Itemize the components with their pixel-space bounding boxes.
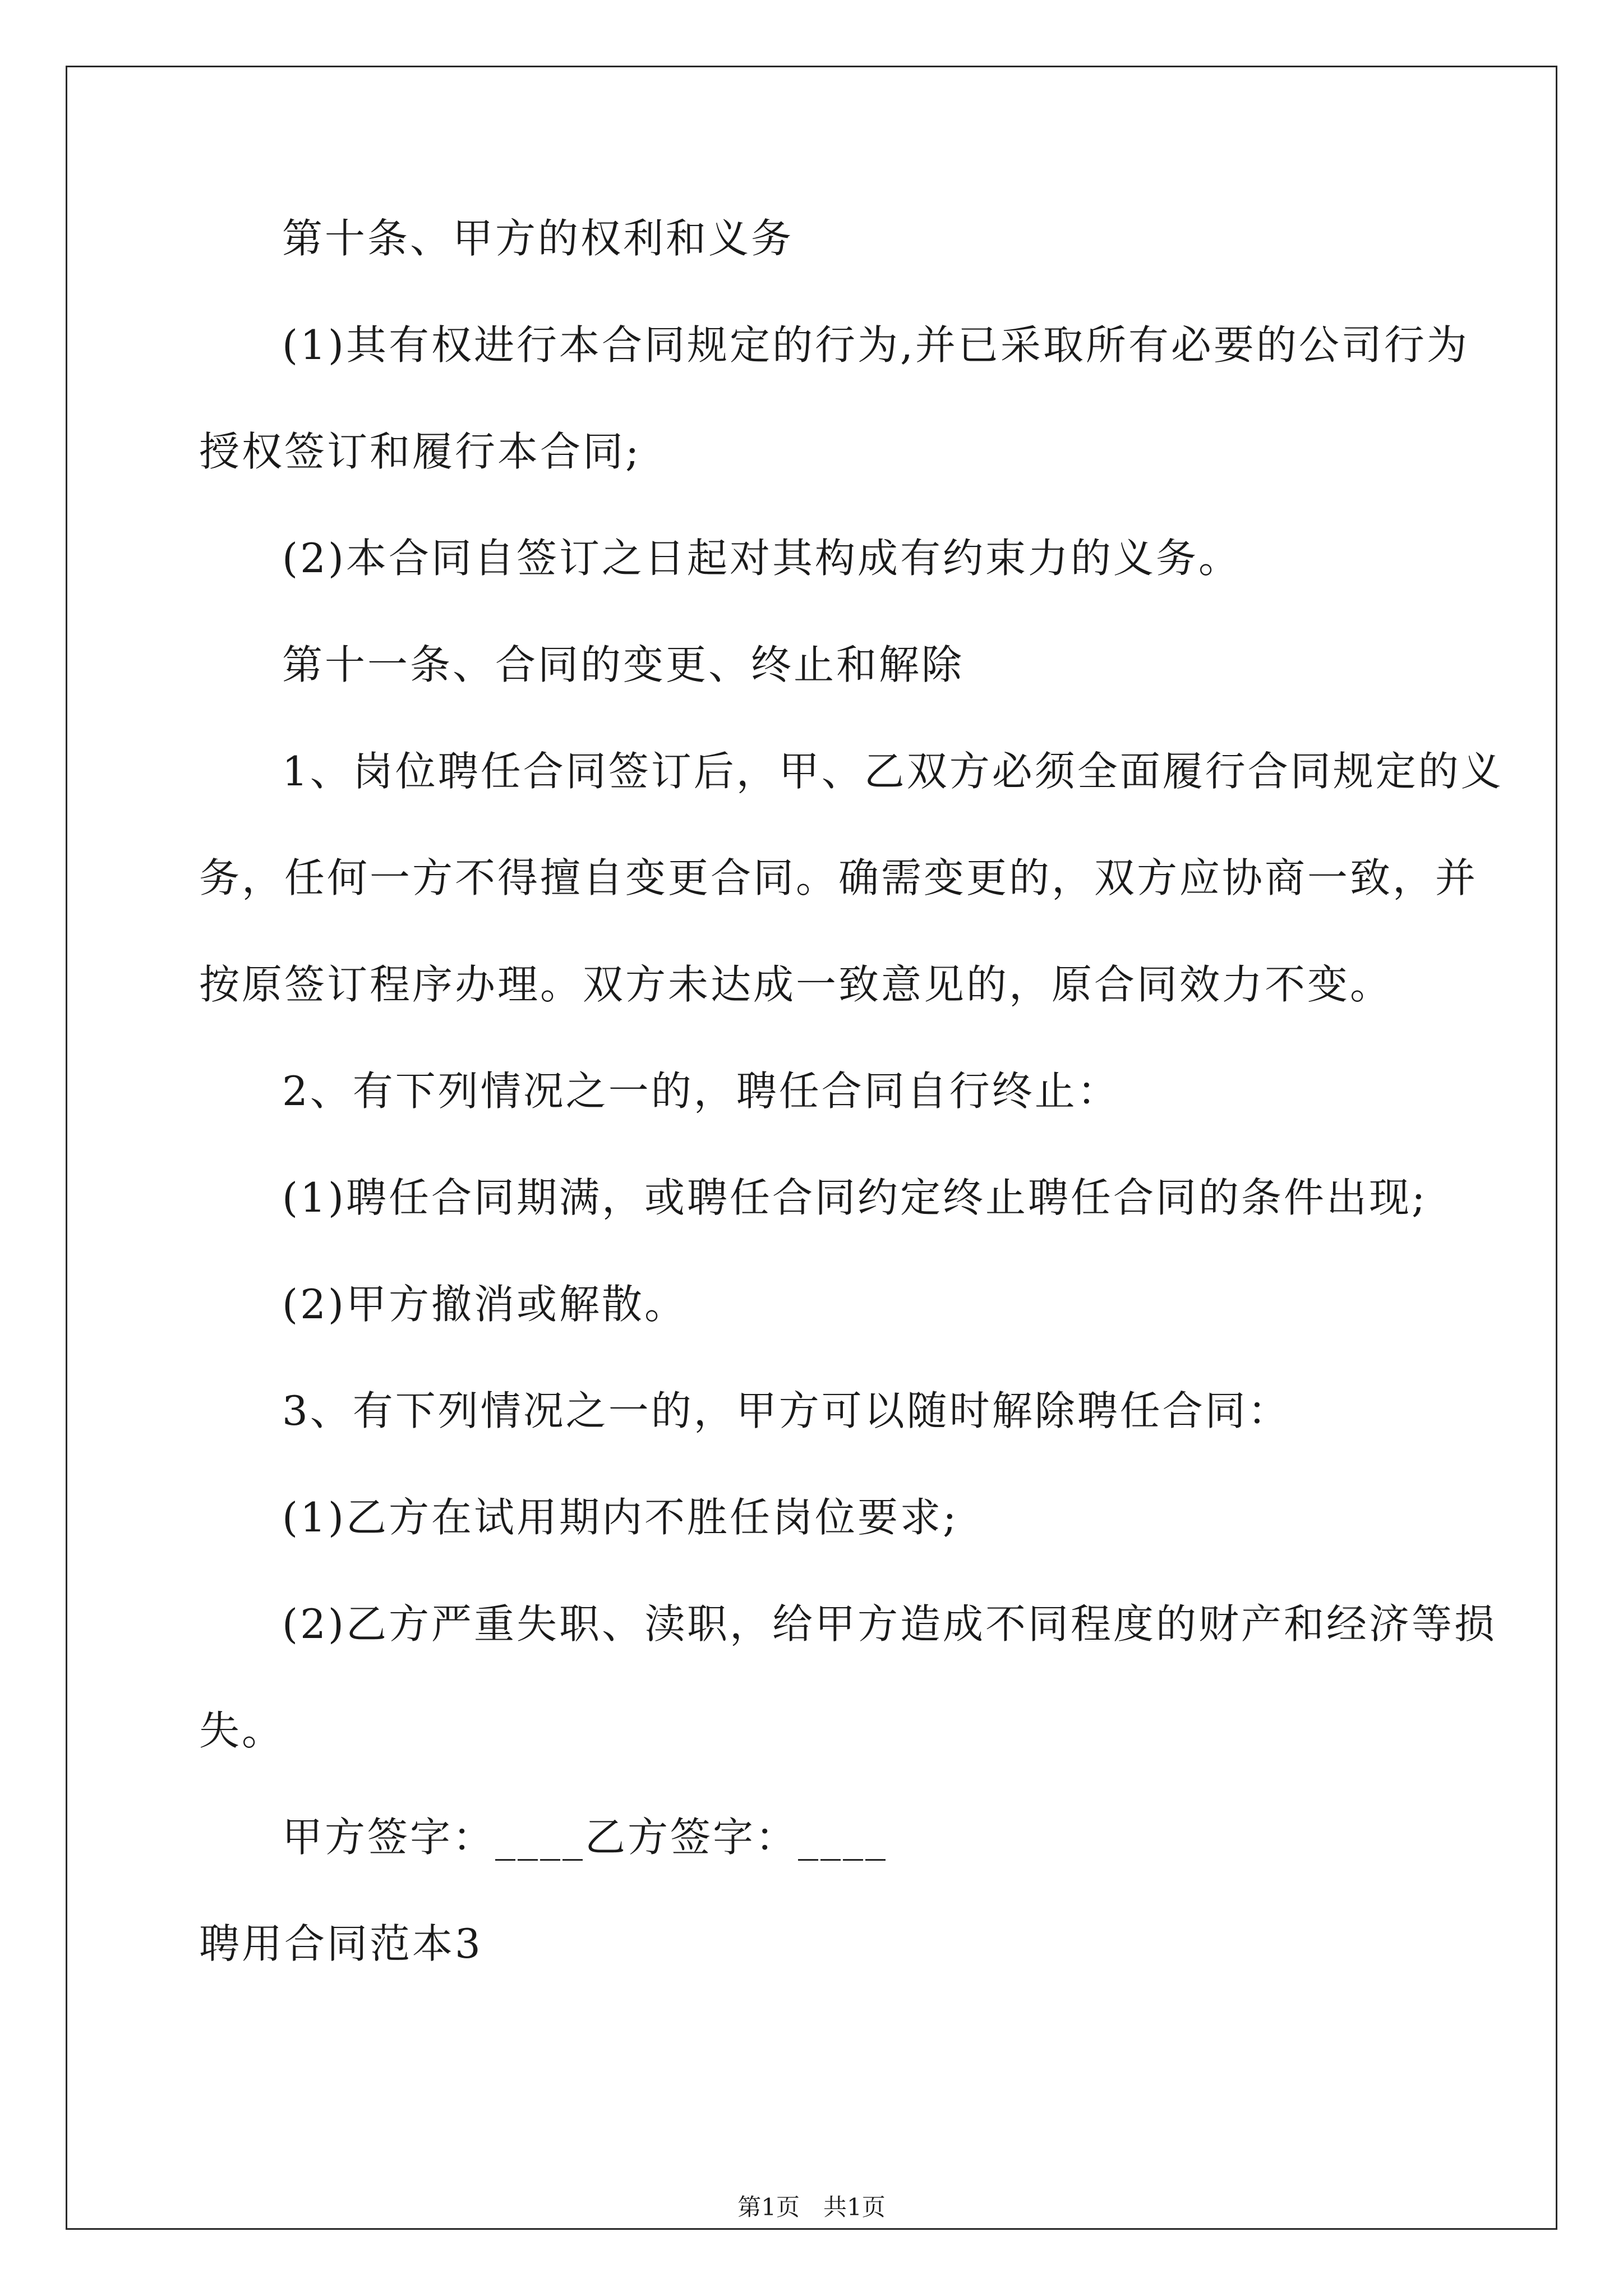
- article-11-item-1-line-2: 务，任何一方不得擅自变更合同。确需变更的，双方应协商一致，并: [199, 854, 1478, 901]
- article-11-item-2-sub-1: (1)聘任合同期满，或聘任合同约定终止聘任合同的条件出现;: [282, 1174, 1428, 1221]
- article-10-clause-1-line-1: (1)其有权进行本合同规定的行为,并已采取所有必要的公司行为: [282, 321, 1469, 369]
- article-11-item-3-sub-1: (1)乙方在试用期内不胜任岗位要求;: [282, 1494, 959, 1541]
- article-11-item-2-sub-2: (2)甲方撤消或解散。: [282, 1281, 687, 1328]
- page-footer: 第1页 共1页: [737, 2193, 886, 2221]
- page-border: [66, 66, 1557, 2230]
- article-11-heading: 第十一条、合同的变更、终止和解除: [282, 641, 965, 688]
- article-10-clause-2: (2)本合同自签订之日起对其构成有约束力的义务。: [282, 535, 1241, 582]
- article-11-item-1-line-1: 1、岗位聘任合同签订后，甲、乙双方必须全面履行合同规定的义: [282, 748, 1504, 795]
- article-11-item-3-sub-2-line-1: (2)乙方严重失职、渎职，给甲方造成不同程度的财产和经济等损: [282, 1600, 1497, 1648]
- article-11-item-3-sub-2-line-2: 失。: [199, 1707, 285, 1754]
- article-11-item-1-line-3: 按原签订程序办理。双方未达成一致意见的，原合同效力不变。: [199, 961, 1393, 1008]
- article-11-item-3: 3、有下列情况之一的，甲方可以随时解除聘任合同：: [282, 1387, 1290, 1434]
- article-11-item-2: 2、有下列情况之一的，聘任合同自行终止：: [282, 1068, 1120, 1115]
- section-title: 聘用合同范本3: [199, 1920, 483, 1967]
- article-10-clause-1-line-2: 授权签订和履行本合同;: [199, 428, 642, 475]
- article-10-heading: 第十条、甲方的权利和义务: [282, 215, 794, 262]
- signature-line: 甲方签字：____乙方签字：____: [282, 1814, 888, 1861]
